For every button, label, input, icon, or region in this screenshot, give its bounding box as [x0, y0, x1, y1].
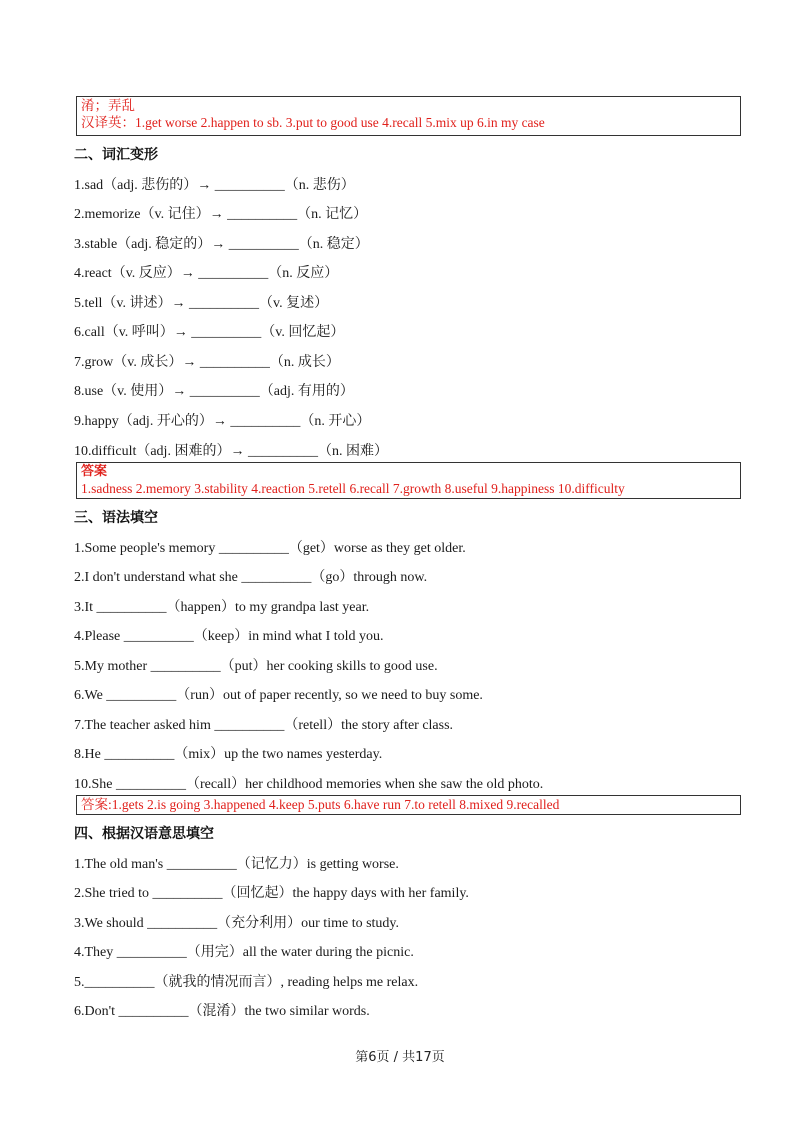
answer-box-grammar [76, 795, 741, 815]
page-number: 第6页 / 共17页 [355, 1050, 445, 1065]
exercise-line: 8.use（v. 使用）→ __________（adj. 有用的） [74, 384, 354, 399]
box-line-2: 汉译英：1.get worse 2.happen to sb. 3.put to good use 4.recall 5.mix up 6.in my case [81, 115, 545, 130]
exercise-line: 7.The teacher asked him __________（retell）the story after class. [74, 718, 454, 733]
exercise-line: 2.memorize（v. 记住）→ __________（n. 记忆） [74, 207, 368, 222]
exercise-line: 7.grow（v. 成长）→ __________（n. 成长） [74, 355, 340, 370]
exercise-line: 1.sad（adj. 悲伤的）→ __________（n. 悲伤） [74, 178, 355, 193]
section-heading-vocabulary: 二、词汇变形 [74, 147, 158, 163]
answer-box-vocabulary [76, 462, 741, 499]
answer-title: 答案 [81, 464, 108, 479]
exercise-line: 4.Please __________（keep）in mind what I told you. [74, 629, 384, 644]
exercise-line: 2.I don't understand what she __________（go）through now. [74, 570, 428, 585]
answer-box-translation [76, 96, 741, 136]
exercise-line: 4.react（v. 反应）→ __________（n. 反应） [74, 266, 339, 281]
exercise-line: 3.stable（adj. 稳定的）→ __________（n. 稳定） [74, 237, 369, 252]
exercise-line: 9.happy（adj. 开心的）→ __________（n. 开心） [74, 414, 371, 429]
exercise-line: 8.He __________（mix）up the two names yesterday. [74, 747, 383, 762]
exercise-line: 6.We __________（run）out of paper recently, so we need to buy some. [74, 688, 483, 703]
exercise-line: 6.call（v. 呼叫）→ __________（v. 回忆起） [74, 325, 345, 340]
box-line-1: 淆；弄乱 [81, 98, 135, 113]
section-heading-chinese-fill: 四、根据汉语意思填空 [74, 826, 214, 842]
exercise-line: 4.They __________（用完）all the water during the picnic. [74, 945, 414, 960]
exercise-line: 2.She tried to __________（回忆起）the happy days with her family. [74, 886, 469, 901]
exercise-line: 3.It __________（happen）to my grandpa last year. [74, 600, 370, 615]
exercise-line: 1.The old man's __________（记忆力）is getting worse. [74, 857, 399, 872]
exercise-line: 10.difficult（adj. 困难的）→ __________（n. 困难） [74, 444, 388, 459]
exercise-line: 6.Don't __________（混淆）the two similar words. [74, 1004, 370, 1019]
answer-text: 1.sadness 2.memory 3.stability 4.reaction 5.retell 6.recall 7.growth 8.useful 9.happiness 10.difficulty [81, 481, 625, 496]
exercise-line: 5.__________（就我的情况而言）, reading helps me relax. [74, 975, 419, 990]
exercise-line: 5.My mother __________（put）her cooking skills to good use. [74, 659, 438, 674]
section-heading-grammar: 三、语法填空 [74, 510, 158, 526]
exercise-line: 5.tell（v. 讲述）→ __________（v. 复述） [74, 296, 329, 311]
answer-text: 答案:1.gets 2.is going 3.happened 4.keep 5.puts 6.have run 7.to retell 8.mixed 9.recalled [81, 797, 560, 812]
exercise-line: 1.Some people's memory __________（get）worse as they get older. [74, 541, 466, 556]
exercise-line: 3.We should __________（充分利用）our time to study. [74, 916, 400, 931]
exercise-line: 10.She __________（recall）her childhood memories when she saw the old photo. [74, 777, 544, 792]
